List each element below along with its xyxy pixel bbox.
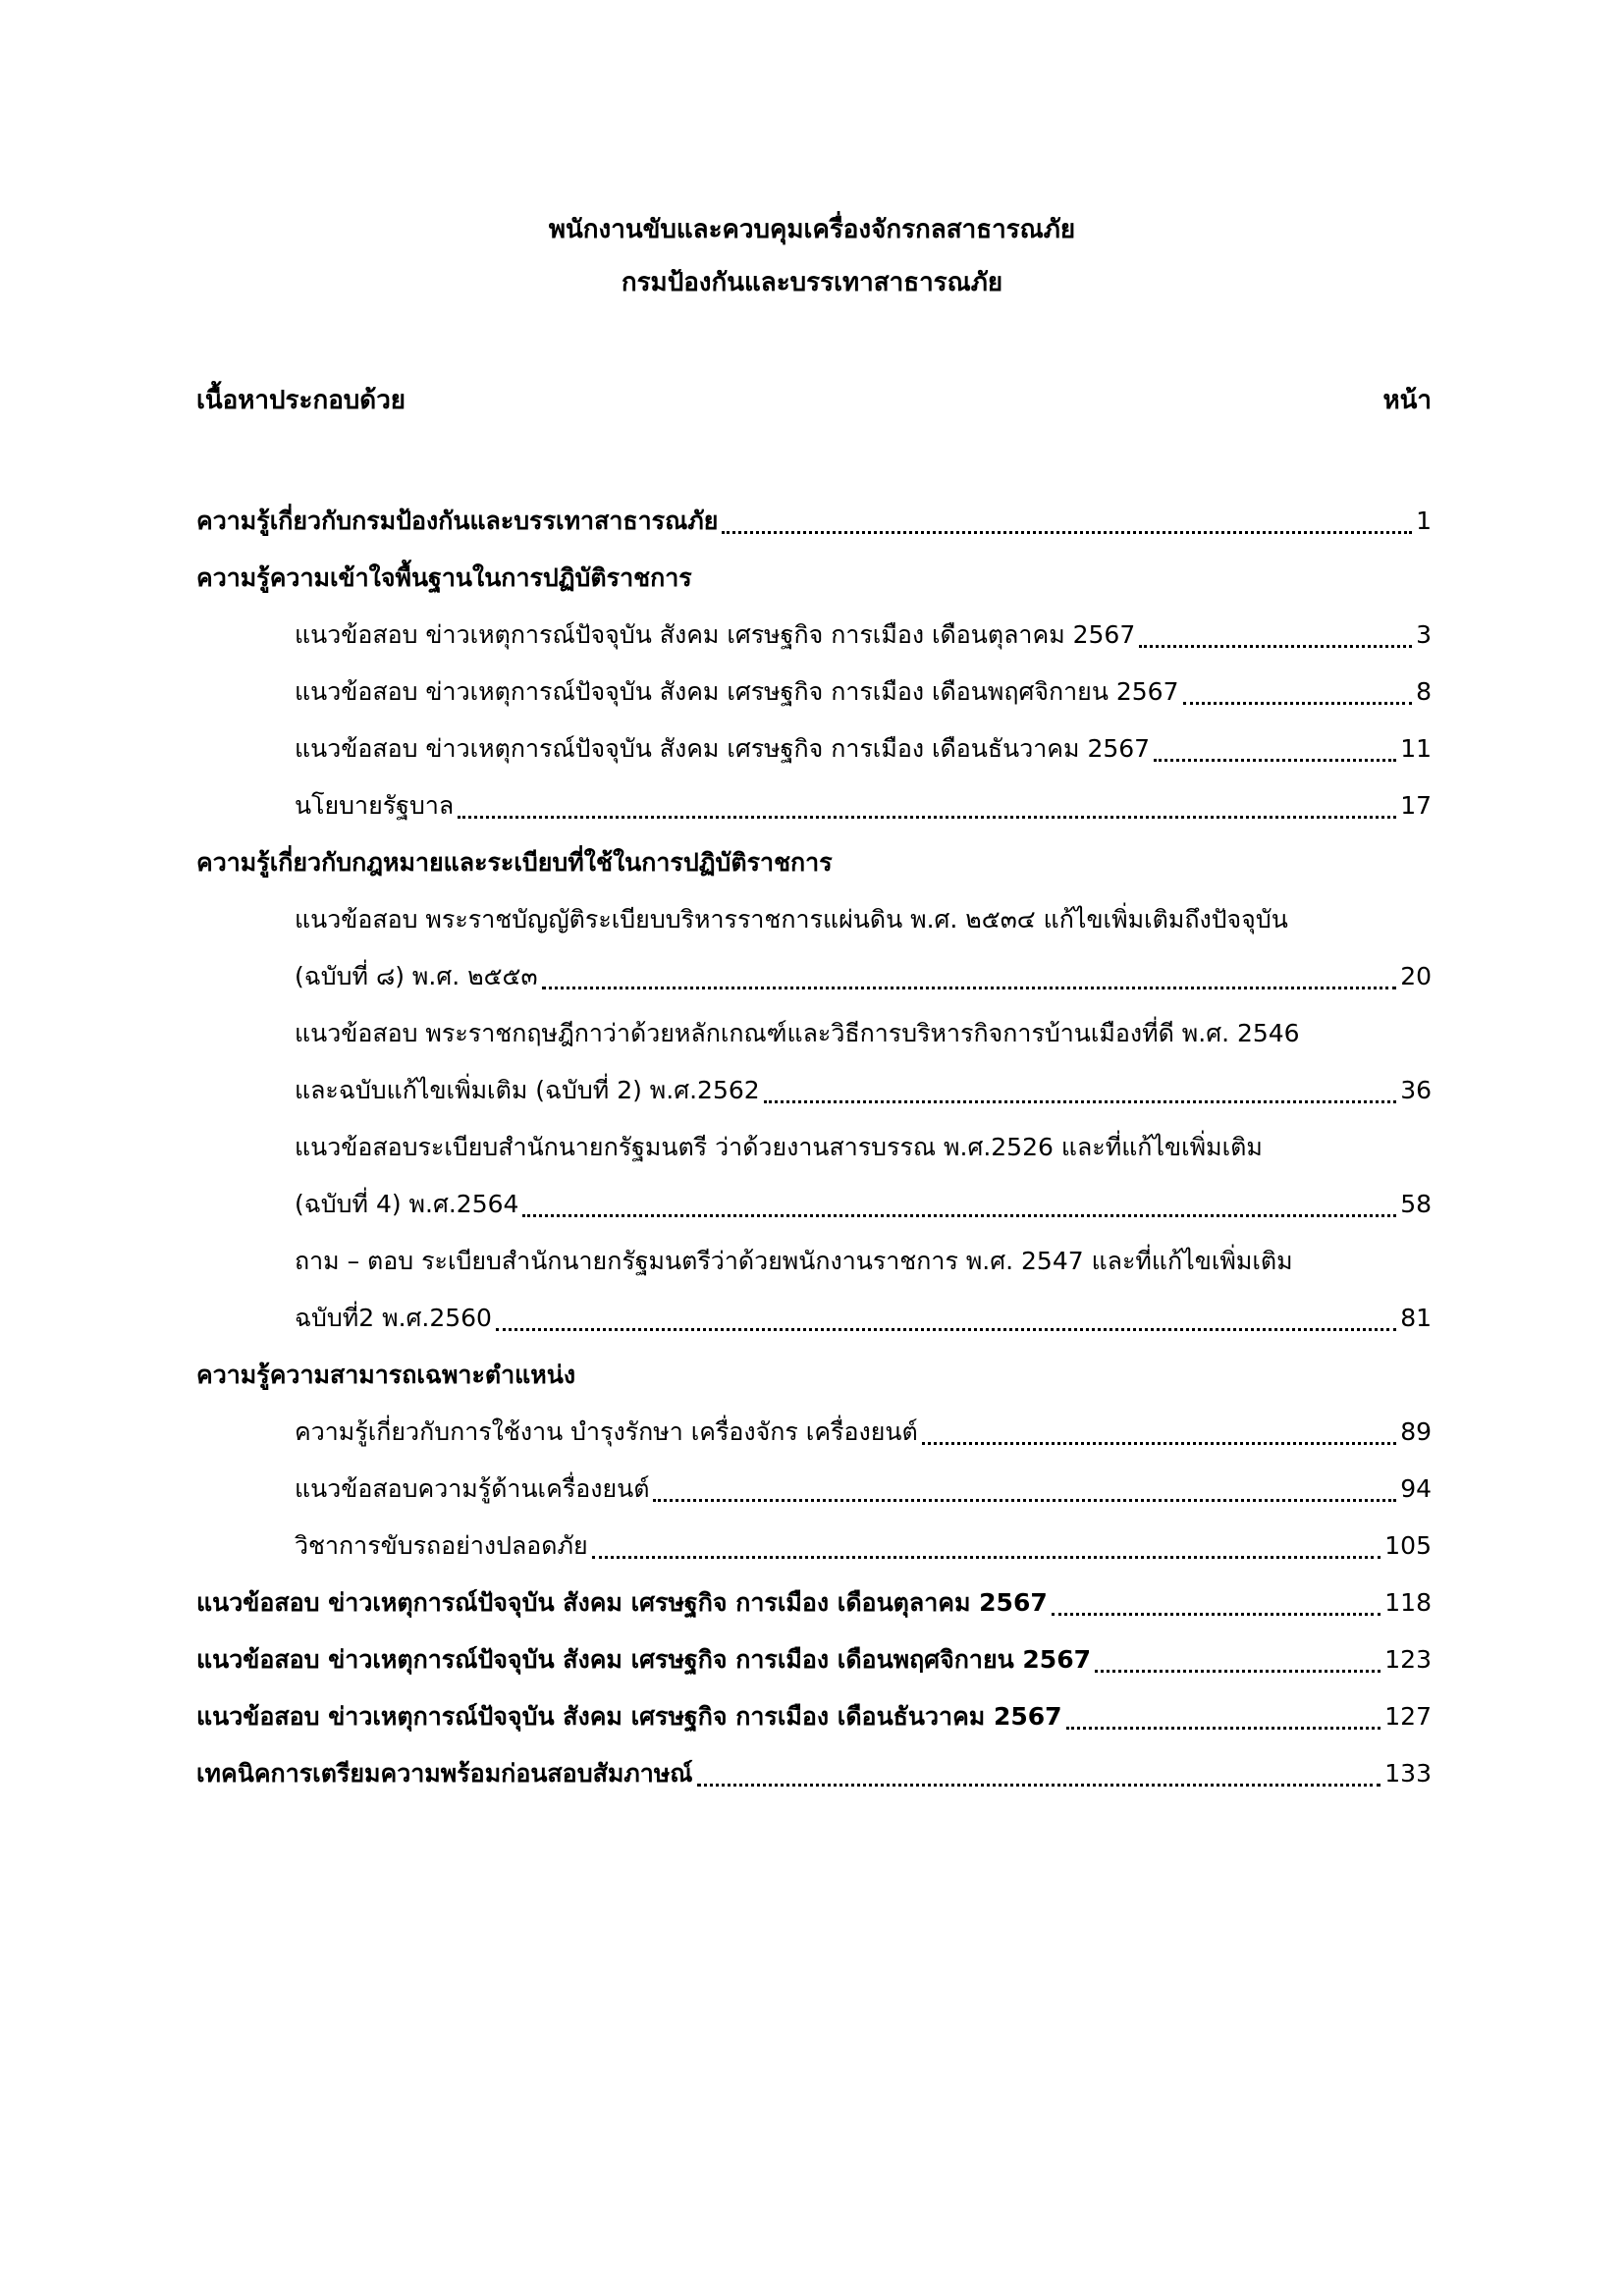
toc-page-number: 105	[1384, 1531, 1432, 1560]
toc-row	[196, 1461, 1432, 1518]
table-of-contents	[196, 493, 1432, 1802]
dot-leader	[1062, 1688, 1385, 1745]
toc-entry-text: ความรู้ความเข้าใจพื้นฐานในการปฏิบัติราชการ	[196, 563, 692, 592]
toc-row	[196, 777, 1432, 834]
toc-entry-text: และฉบับแก้ไขเพิ่มเติม (ฉบับที่ 2) พ.ศ.2562	[295, 1076, 760, 1104]
dot-leader	[1150, 721, 1400, 777]
dot-leader	[649, 1461, 1400, 1518]
toc-section-heading	[196, 550, 1432, 607]
toc-entry-text: แนวข้อสอบ ข่าวเหตุการณ์ปัจจุบัน สังคม เศรษฐกิจ การเมือง เดือนพฤศจิกายน 2567	[295, 677, 1179, 706]
toc-row	[196, 1518, 1432, 1575]
toc-row	[196, 1062, 1432, 1119]
toc-entry-text: ฉบับที่2 พ.ศ.2560	[295, 1304, 492, 1332]
toc-page-number: 11	[1400, 734, 1432, 763]
toc-page-number: 123	[1384, 1645, 1432, 1674]
toc-entry-text: แนวข้อสอบ พระราชกฤษฎีกาว่าด้วยหลักเกณฑ์และวิธีการบริหารกิจการบ้านเมืองที่ดี พ.ศ. 2546	[295, 1019, 1300, 1047]
dot-leader	[1091, 1631, 1384, 1688]
toc-entry-text: แนวข้อสอบ พระราชบัญญัติระเบียบบริหารราชการแผ่นดิน พ.ศ. ๒๕๓๔ แก้ไขเพิ่มเติมถึงปัจจุบัน	[295, 905, 1288, 934]
toc-entry-text: (ฉบับที่ ๘) พ.ศ. ๒๕๕๓	[295, 962, 538, 990]
toc-row	[196, 664, 1432, 721]
toc-page-number: 118	[1384, 1588, 1432, 1617]
toc-page-number: 1	[1416, 507, 1432, 535]
toc-header	[196, 381, 1432, 420]
toc-row	[196, 1404, 1432, 1461]
toc-section-heading	[196, 1347, 1432, 1404]
dot-leader	[760, 1062, 1401, 1119]
toc-entry-text: ความรู้เกี่ยวกับการใช้งาน บำรุงรักษา เครื่องจักร เครื่องยนต์	[295, 1417, 918, 1446]
toc-page-number: 94	[1400, 1474, 1432, 1503]
toc-page-number: 17	[1400, 791, 1432, 820]
toc-page-number: 81	[1400, 1304, 1432, 1332]
toc-entry-text: ความรู้เกี่ยวกับกฎหมายและระเบียบที่ใช้ในการปฏิบัติราชการ	[196, 848, 833, 877]
dot-leader	[492, 1290, 1400, 1347]
toc-page-number: 36	[1400, 1076, 1432, 1104]
toc-row-continued	[196, 1005, 1432, 1062]
toc-page-number: 89	[1400, 1417, 1432, 1446]
toc-row	[196, 948, 1432, 1005]
document-subtitle: กรมป้องกันและบรรเทาสาธารณภัย	[621, 268, 1003, 297]
dot-leader	[918, 1404, 1401, 1461]
toc-entry-text: แนวข้อสอบระเบียบสำนักนายกรัฐมนตรี ว่าด้วยงานสารบรรณ พ.ศ.2526 และที่แก้ไขเพิ่มเติม	[295, 1133, 1263, 1161]
document-title: พนักงานขับและควบคุมเครื่องจักรกลสาธารณภัย	[548, 215, 1076, 244]
dot-leader	[538, 948, 1401, 1005]
dot-leader	[1179, 664, 1417, 721]
toc-page-number: 58	[1400, 1190, 1432, 1218]
toc-page-number: 8	[1416, 677, 1432, 706]
dot-leader	[1048, 1575, 1385, 1631]
dot-leader	[1135, 607, 1416, 664]
toc-row	[196, 1176, 1432, 1233]
toc-row	[196, 1745, 1432, 1802]
toc-entry-text: ถาม – ตอบ ระเบียบสำนักนายกรัฐมนตรีว่าด้วยพนักงานราชการ พ.ศ. 2547 และที่แก้ไขเพิ่มเติม	[295, 1247, 1293, 1275]
toc-page-number: 133	[1384, 1759, 1432, 1788]
toc-row	[196, 1290, 1432, 1347]
dot-leader	[454, 777, 1400, 834]
toc-entry-text: แนวข้อสอบ ข่าวเหตุการณ์ปัจจุบัน สังคม เศรษฐกิจ การเมือง เดือนตุลาคม 2567	[196, 1588, 1048, 1617]
toc-entry-text: แนวข้อสอบ ข่าวเหตุการณ์ปัจจุบัน สังคม เศรษฐกิจ การเมือง เดือนตุลาคม 2567	[295, 620, 1136, 649]
toc-entry-text: นโยบายรัฐบาล	[295, 791, 455, 820]
toc-row	[196, 607, 1432, 664]
toc-section-heading	[196, 834, 1432, 891]
toc-row-continued	[196, 1233, 1432, 1290]
toc-entry-text: (ฉบับที่ 4) พ.ศ.2564	[295, 1190, 519, 1218]
toc-entry-text: วิชาการขับรถอย่างปลอดภัย	[295, 1531, 588, 1560]
toc-page-number: 3	[1416, 620, 1432, 649]
toc-page-number: 20	[1400, 962, 1432, 990]
toc-entry-text: เทคนิคการเตรียมความพร้อมก่อนสอบสัมภาษณ์	[196, 1759, 693, 1788]
toc-entry-text: แนวข้อสอบความรู้ด้านเครื่องยนต์	[295, 1474, 650, 1503]
toc-row-continued	[196, 1119, 1432, 1176]
dot-leader	[588, 1518, 1385, 1575]
dot-leader	[518, 1176, 1400, 1233]
toc-entry-text: แนวข้อสอบ ข่าวเหตุการณ์ปัจจุบัน สังคม เศรษฐกิจ การเมือง เดือนธันวาคม 2567	[196, 1702, 1062, 1731]
toc-entry-text: ความรู้ความสามารถเฉพาะตำแหน่ง	[196, 1361, 576, 1389]
toc-entry-text: ความรู้เกี่ยวกับกรมป้องกันและบรรเทาสาธารณภัย	[196, 507, 719, 535]
toc-contents-label: เนื้อหาประกอบด้วย	[196, 386, 406, 415]
toc-row-continued	[196, 891, 1432, 948]
dot-leader	[693, 1745, 1385, 1802]
toc-row	[196, 1575, 1432, 1631]
toc-entry-text: แนวข้อสอบ ข่าวเหตุการณ์ปัจจุบัน สังคม เศรษฐกิจ การเมือง เดือนพฤศจิกายน 2567	[196, 1645, 1091, 1674]
toc-entry-text: แนวข้อสอบ ข่าวเหตุการณ์ปัจจุบัน สังคม เศรษฐกิจ การเมือง เดือนธันวาคม 2567	[295, 734, 1151, 763]
toc-row	[196, 1688, 1432, 1745]
toc-row	[196, 721, 1432, 777]
toc-row	[196, 493, 1432, 550]
dot-leader	[718, 493, 1416, 550]
toc-page-label: หน้า	[1382, 386, 1432, 415]
toc-row	[196, 1631, 1432, 1688]
toc-page-number: 127	[1384, 1702, 1432, 1731]
